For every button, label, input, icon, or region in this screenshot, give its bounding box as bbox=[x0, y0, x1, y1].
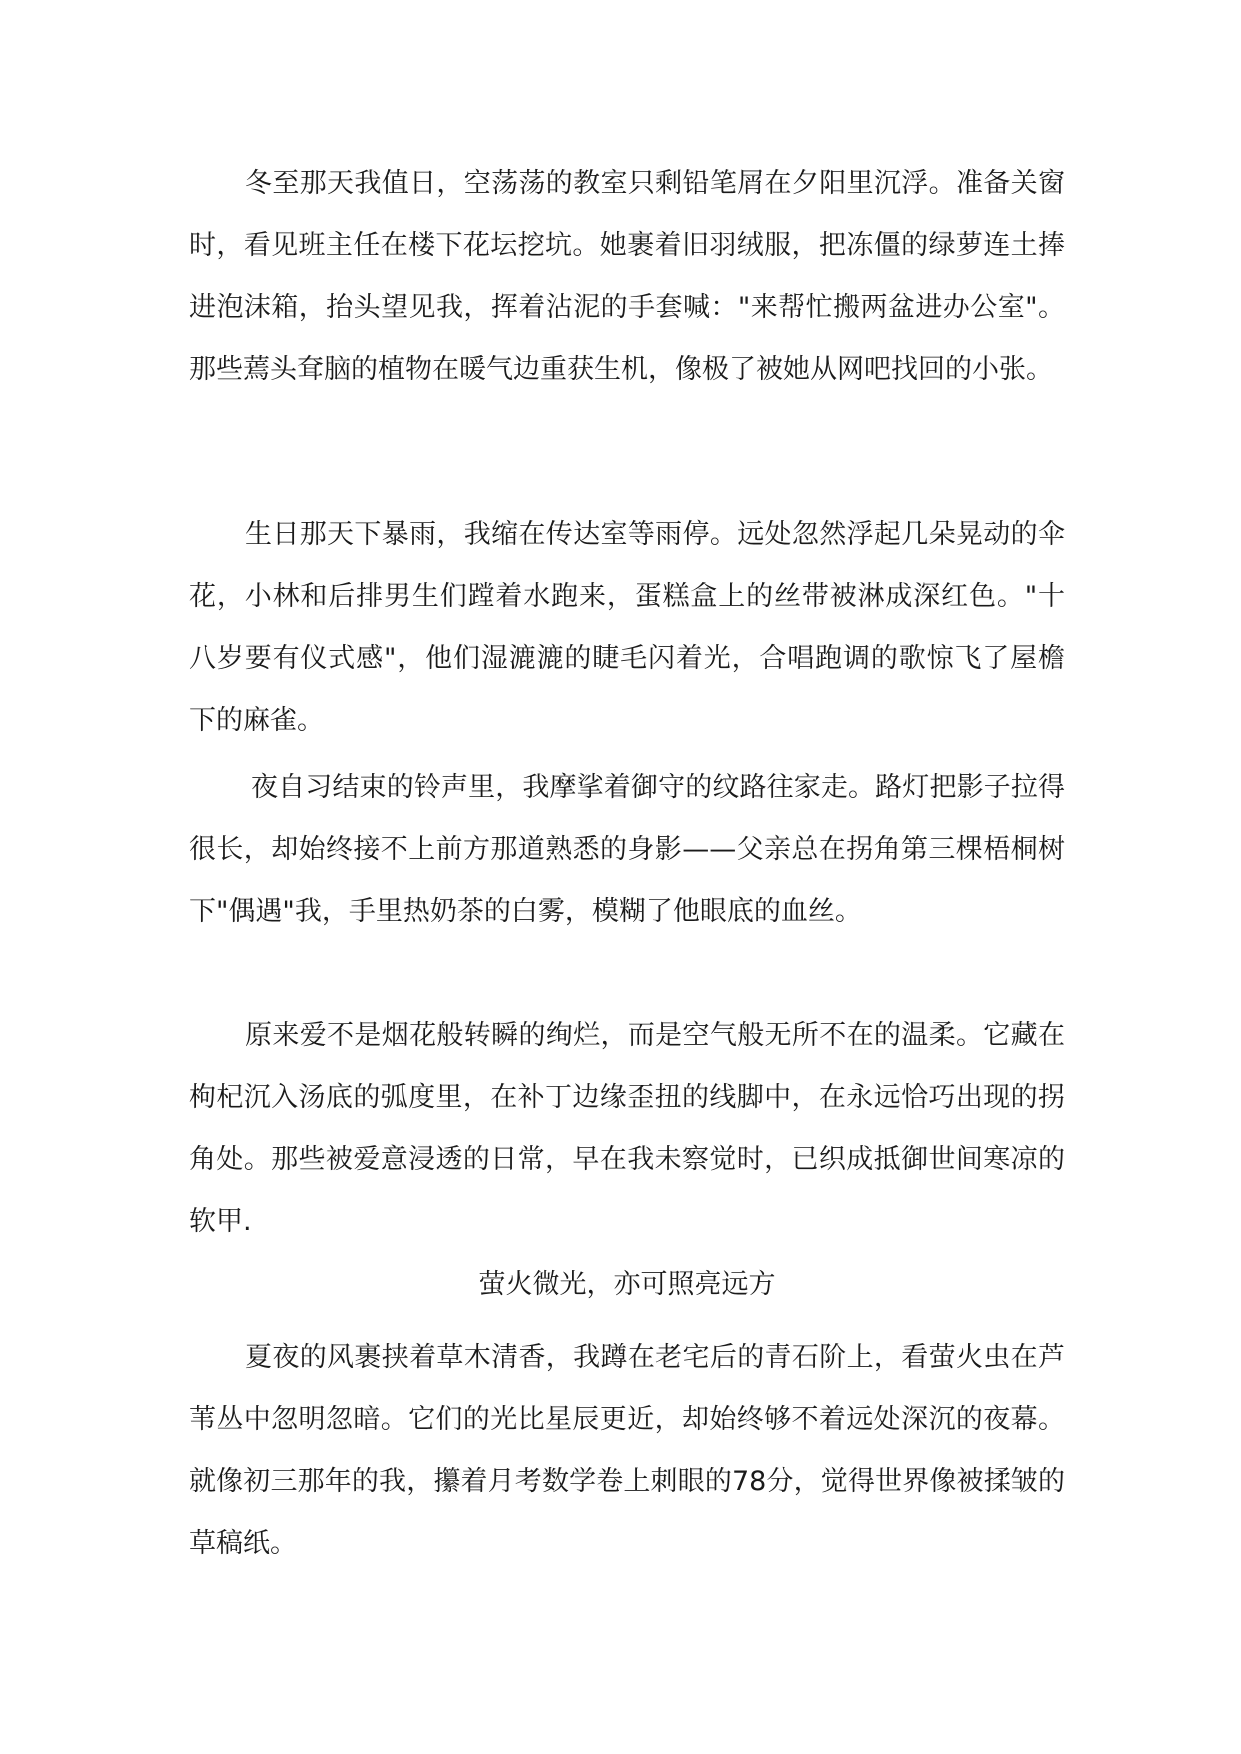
paragraph-text: 冬至那天我值日，空荡荡的教室只剩铅笔屑在夕阳里沉浮。准备关窗时，看见班主任在楼下花坛挖坑。她裹着旧羽绒服，把冻僵的绿萝连土捧进泡沫箱，抬头望见我，挥着沾泥的手套喊："来帮忙搬两盆进办公室"。那些蔫头耷脑的植物在暖气边重获生机，像极了被她从网吧找回的小张。 bbox=[189, 168, 1065, 385]
paragraph-text: 夏夜的风裹挟着草木清香，我蹲在老宅后的青石阶上，看萤火虫在芦苇丛中忽明忽暗。它们的光比星辰更近，却始终够不着远处深沉的夜幕。就像初三那年的我，攥着月考数学卷上刺眼的78分，觉得世界像被揉皱的草稿纸。 bbox=[189, 1342, 1065, 1559]
paragraph-text: 生日那天下暴雨，我缩在传达室等雨停。远处忽然浮起几朵晃动的伞花，小林和后排男生们蹚着水跑来，蛋糕盒上的丝带被淋成深红色。"十八岁要有仪式感"，他们湿漉漉的睫毛闪着光，合唱跑调的歌惊飞了屋檐下的麻雀。 bbox=[189, 519, 1065, 736]
paragraph-birthday bbox=[189, 504, 1065, 752]
paragraph-night-study bbox=[189, 757, 1065, 943]
paragraph-summer-night bbox=[189, 1327, 1065, 1575]
paragraph-winter-solstice bbox=[189, 153, 1065, 401]
section-title: 萤火微光，亦可照亮远方 bbox=[478, 1269, 776, 1300]
paragraph-text: 夜自习结束的铃声里，我摩挲着御守的纹路往家走。路灯把影子拉得很长，却始终接不上前方那道熟悉的身影——父亲总在拐角第三棵梧桐树下"偶遇"我，手里热奶茶的白雾，模糊了他眼底的血丝。 bbox=[189, 772, 1065, 927]
paragraph-love-reflection bbox=[189, 1005, 1065, 1253]
paragraph-text: 原来爱不是烟花般转瞬的绚烂，而是空气般无所不在的温柔。它藏在枸杞沉入汤底的弧度里，在补丁边缘歪扭的线脚中，在永远恰巧出现的拐角处。那些被爱意浸透的日常，早在我未察觉时，已织成抵御世间寒凉的软甲. bbox=[189, 1020, 1065, 1237]
